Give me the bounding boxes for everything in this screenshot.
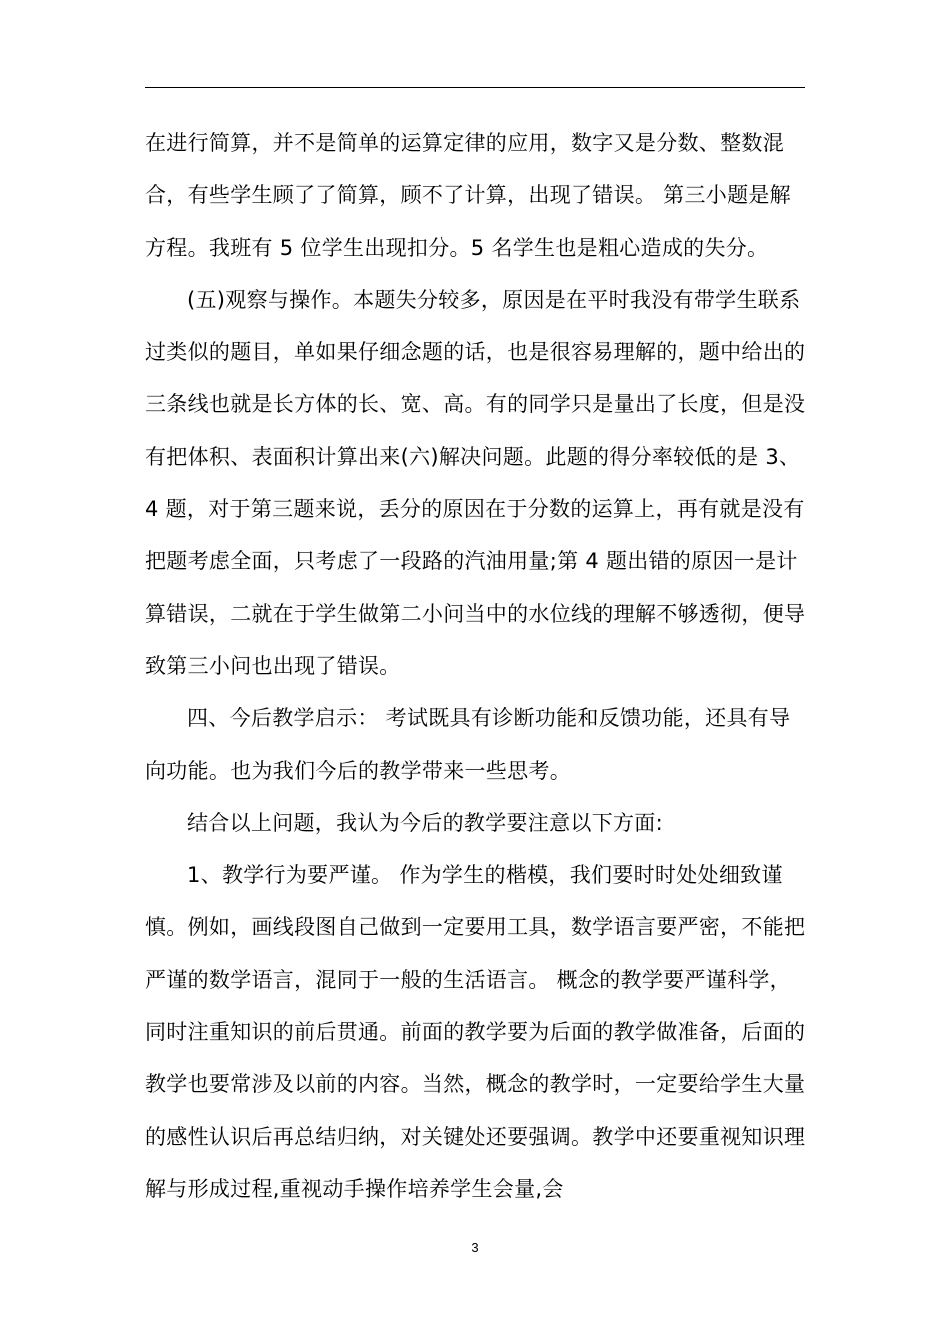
header-rule — [145, 87, 805, 88]
paragraph-calculation-errors: 在进行简算，并不是简单的运算定律的应用，数字又是分数、整数混合，有些学生顾了了简算，顾不了计算，出现了错误。 第三小题是解方程。我班有 5 位学生出现扣分。5 名学生也是粗心造成的失分。 — [145, 131, 791, 260]
page-number: 3 — [471, 1240, 479, 1255]
paragraph-teaching-insights: 四、今后教学启示： 考试既具有诊断功能和反馈功能，还具有导向功能。也为我们今后的教学带来一些思考。 — [145, 706, 791, 783]
paragraph-intro-points: 结合以上问题，我认为今后的教学要注意以下方面: — [187, 810, 663, 835]
document-body — [145, 117, 810, 1215]
paragraph-point-one: 1、教学行为要严谨。 作为学生的楷模，我们要时时处处细致谨慎。例如，画线段图自己做到一定要用工具，数学语言要严密，不能把严谨的数学语言，混同于一般的生活语言。 概念的教学要严谨科学，同时注重知识的前后贯通。前面的教学要为后面的教学做准备，后面的教学也要常涉及以前的内容。当然，概念的教学时，一定要给学生大量的感性认识后再总结归纳，对关键处还要强调。教学中还要重视知识理解与形成过程,重视动手操作培养学生会量,会 — [145, 863, 806, 1201]
paragraph-observation-operation: (五)观察与操作。本题失分较多，原因是在平时我没有带学生联系过类似的题目，单如果仔细念题的话，也是很容易理解的，题中给出的三条线也就是长方体的长、宽、高。有的同学只是量出了长度，但是没有把体积、表面积计算出来(六)解决问题。此题的得分率较低的是 3、4 题，对于第三题来说，丢分的原因在于分数的运算上，再有就是没有把题考虑全面，只考虑了一段路的汽油用量;第 4 题出错的原因一是计算错误，二就在于学生做第二小问当中的水位线的理解不够透彻，便导致第三小问也出现了错误。 — [145, 287, 806, 678]
